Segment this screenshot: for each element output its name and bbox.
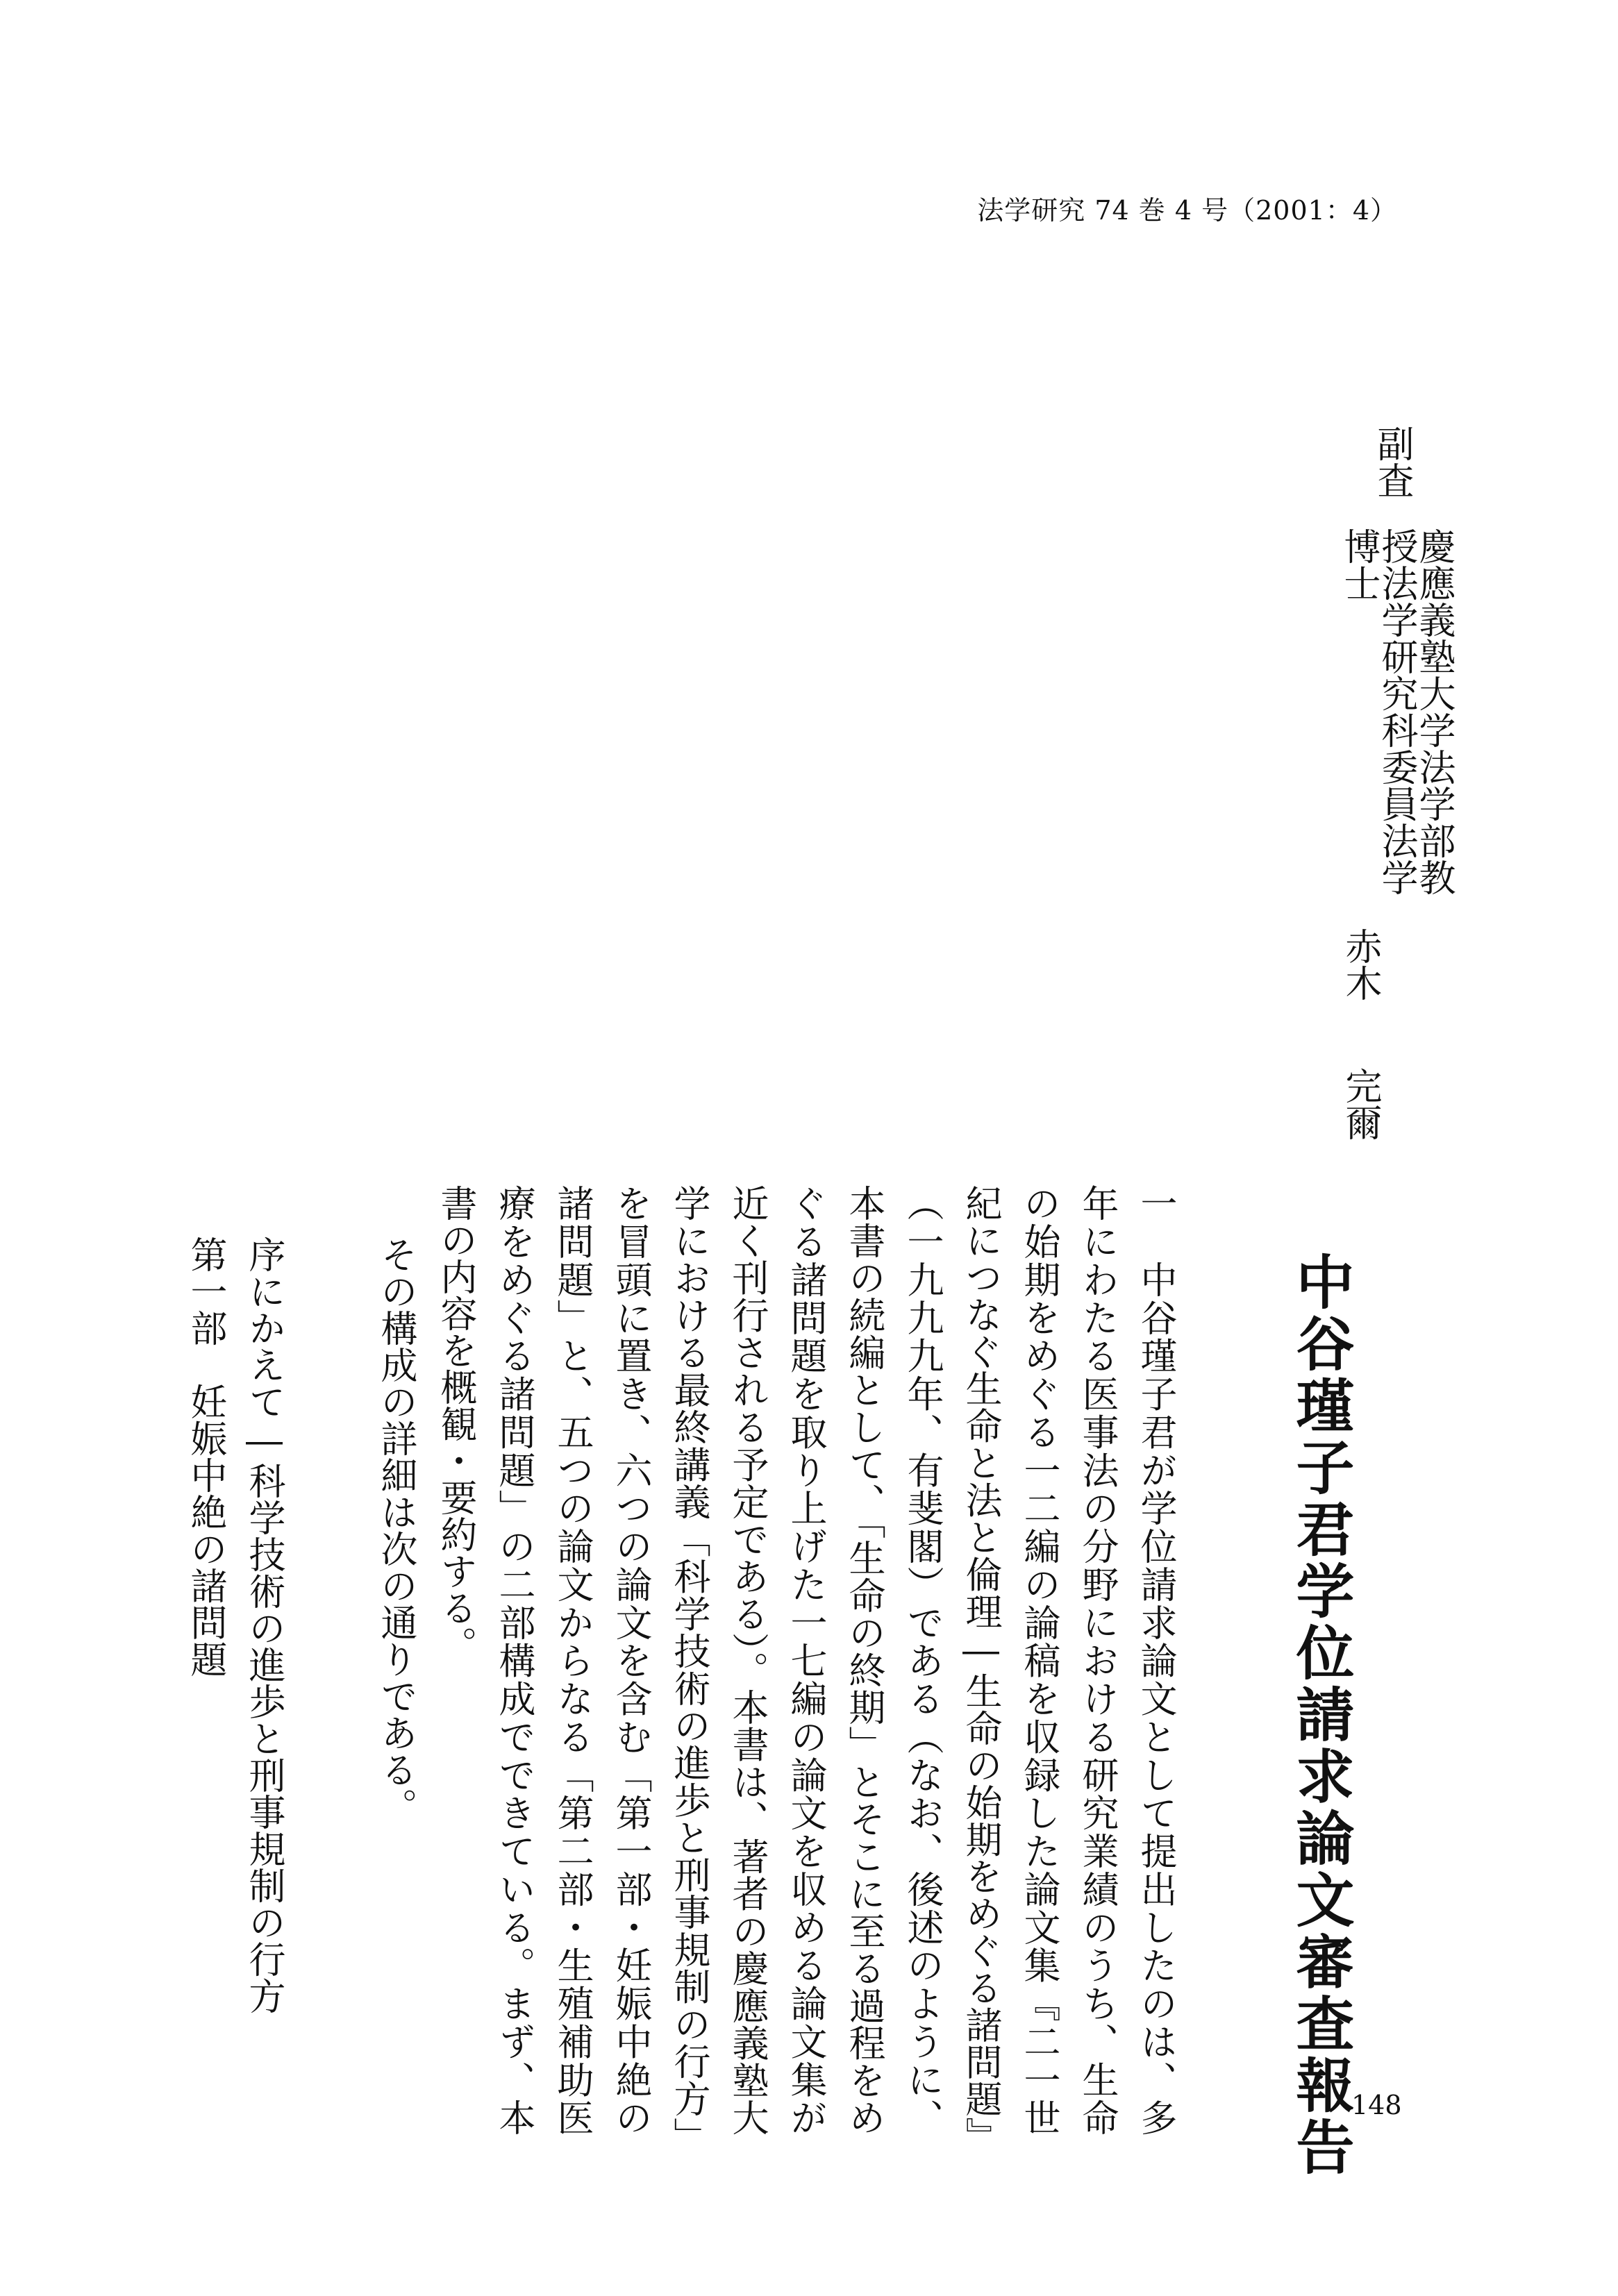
reviewer-name — [1340, 928, 1382, 1150]
toc-part-1: 第一部 妊娠中絶の諸問題 — [185, 1236, 227, 1677]
reviewer-affiliation: 慶應義塾大学法学部教授法学研究科委員法学博士 — [1338, 528, 1456, 896]
page-number: 148 — [1351, 2090, 1402, 2120]
journal-issue-header: 法学研究 74 巻 4 号（2001：4） — [977, 195, 1397, 226]
reviewer-given-name: 完爾 — [1340, 1067, 1382, 1141]
reviewer-family-name: 赤木 — [1340, 928, 1382, 1001]
report-title: 中谷瑾子君学位請求論文審査報告 — [1287, 1252, 1356, 2179]
report-body — [426, 1184, 1185, 2136]
toc-preface: 序にかえて―科学技術の進歩と刑事規制の行方 — [243, 1236, 285, 2014]
table-of-contents — [176, 1236, 293, 2014]
structure-intro: その構成の詳細は次の通りである。 — [375, 1236, 417, 1825]
reviewer-role: 副査 — [1371, 425, 1414, 498]
body-paragraph: 一 中谷瑾子君が学位請求論文として提出したのは、多年にわたる医事法の分野における研究業績のうち、生命の始期をめぐる一二編の論稿を収録した論文集『二一世紀につなぐ生命と法と倫理―生命の始期をめぐる諸問題』（一九九九年、有斐閣）である（なお、後述のように、本書の続編として、「生命の終期」とそこに至る過程をめぐる諸問題を取り上げた一七編の論文を収める論文集が近く刊行される予定である）。本書は、著者の慶應義塾大学における最終講義「科学技術の進歩と刑事規制の行方」を冒頭に置き、六つの論文を含む「第一部・妊娠中絶の諸問題」と、五つの論文からなる「第二部・生殖補助医療をめぐる諸問題」の二部構成でできている。まず、本書の内容を概観・要約する。 — [435, 1184, 1177, 2136]
